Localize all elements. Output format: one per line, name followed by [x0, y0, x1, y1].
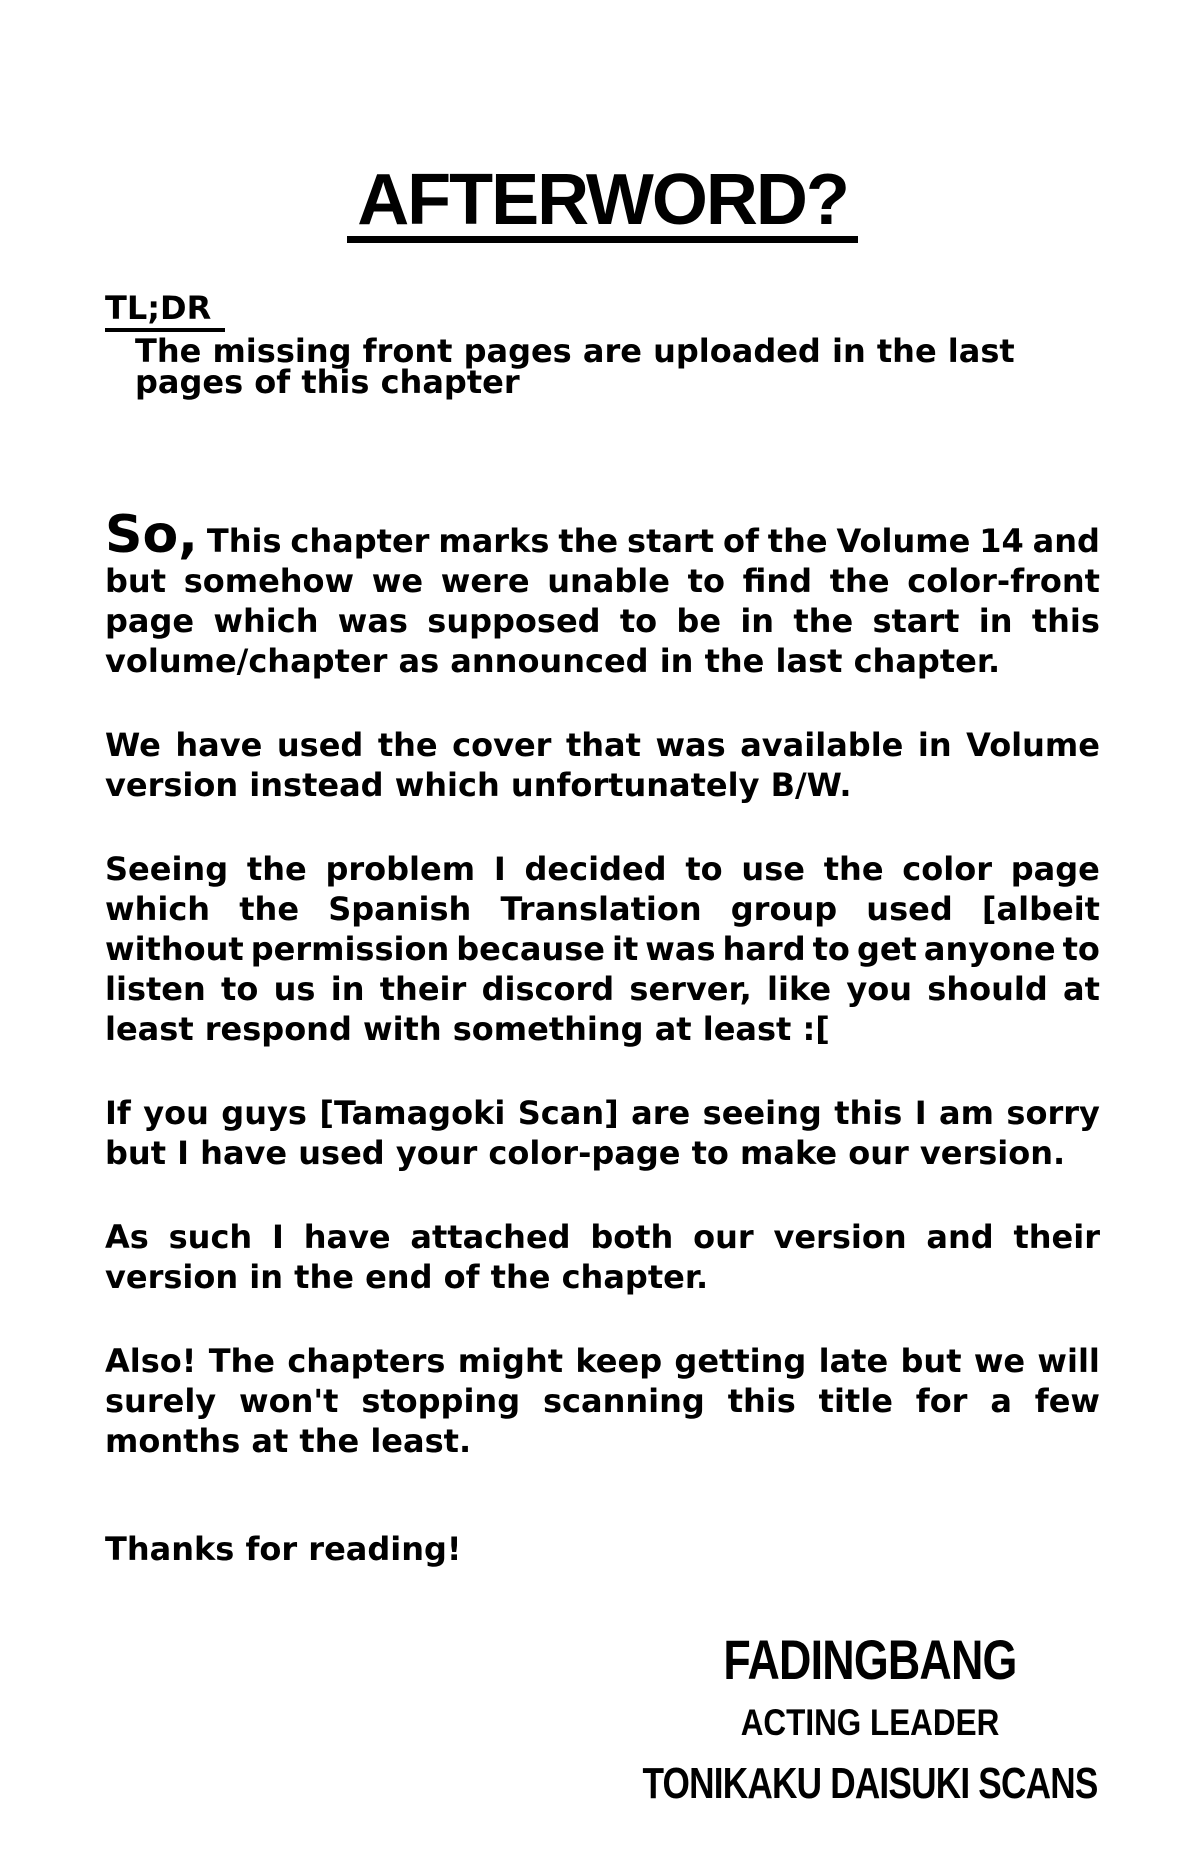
text-line: Seeing the problem I decided to use the color page: [105, 850, 1100, 888]
text-line: which the Spanish Translation group used [albeit: [105, 890, 1100, 928]
text-line: As such I have attached both our version and their: [105, 1218, 1100, 1256]
signer-role: ACTING LEADER: [740, 1702, 1000, 1743]
tldr-heading: TL;DR: [105, 288, 225, 332]
text-line: The missing front pages are uploaded in the last: [135, 332, 1015, 370]
text-line: So, This chapter marks the start of the Volume 14 and: [105, 505, 1100, 565]
text-line: version instead which unfortunately B/W.: [105, 766, 852, 804]
text-line: but somehow we were unable to find the color-front: [105, 562, 1100, 600]
paragraph: [105, 1341, 1100, 1461]
text-line: months at the least.: [105, 1422, 472, 1460]
text-line: least respond with something at least :[: [105, 1010, 830, 1048]
text-line: page which was supposed to be in the start in this: [105, 602, 1100, 640]
page-title: AFTERWORD?: [347, 164, 858, 243]
paragraph-list: [105, 505, 1100, 1569]
text-line: pages of this chapter: [135, 363, 520, 401]
paragraph: [105, 849, 1100, 1049]
tldr-section: [105, 288, 1100, 332]
dropcap-lead: So,: [105, 505, 198, 565]
text-line: surely won't stopping scanning this title for a few: [105, 1382, 1100, 1420]
paragraph: [105, 1529, 1100, 1569]
text-line: Thanks for reading!: [105, 1530, 462, 1568]
text-line: If you guys [Tamagoki Scan] are seeing this I am sorry: [105, 1094, 1100, 1132]
signer-name: FADINGBANG: [723, 1628, 1017, 1691]
signature-block: [540, 1630, 1200, 1808]
paragraph: [105, 1217, 1100, 1297]
paragraph: [105, 1093, 1100, 1173]
afterword-body: [105, 0, 1100, 1569]
text-line: We have used the cover that was available in Volume: [105, 726, 1100, 764]
text-line: but I have used your color-page to make our version.: [105, 1134, 1066, 1172]
paragraph: [105, 505, 1100, 681]
text-line: Also! The chapters might keep getting late but we will: [105, 1342, 1100, 1380]
tldr-text: [105, 332, 1100, 401]
text-line: volume/chapter as announced in the last chapter.: [105, 642, 1001, 680]
text-line: version in the end of the chapter.: [105, 1258, 709, 1296]
paragraph: [105, 725, 1100, 805]
text-line: listen to us in their discord server, like you should at: [105, 970, 1100, 1008]
text-line: without permission because it was hard to get anyone to: [105, 930, 1100, 968]
signer-group: TONIKAKU DAISUKI SCANS: [642, 1759, 1098, 1808]
